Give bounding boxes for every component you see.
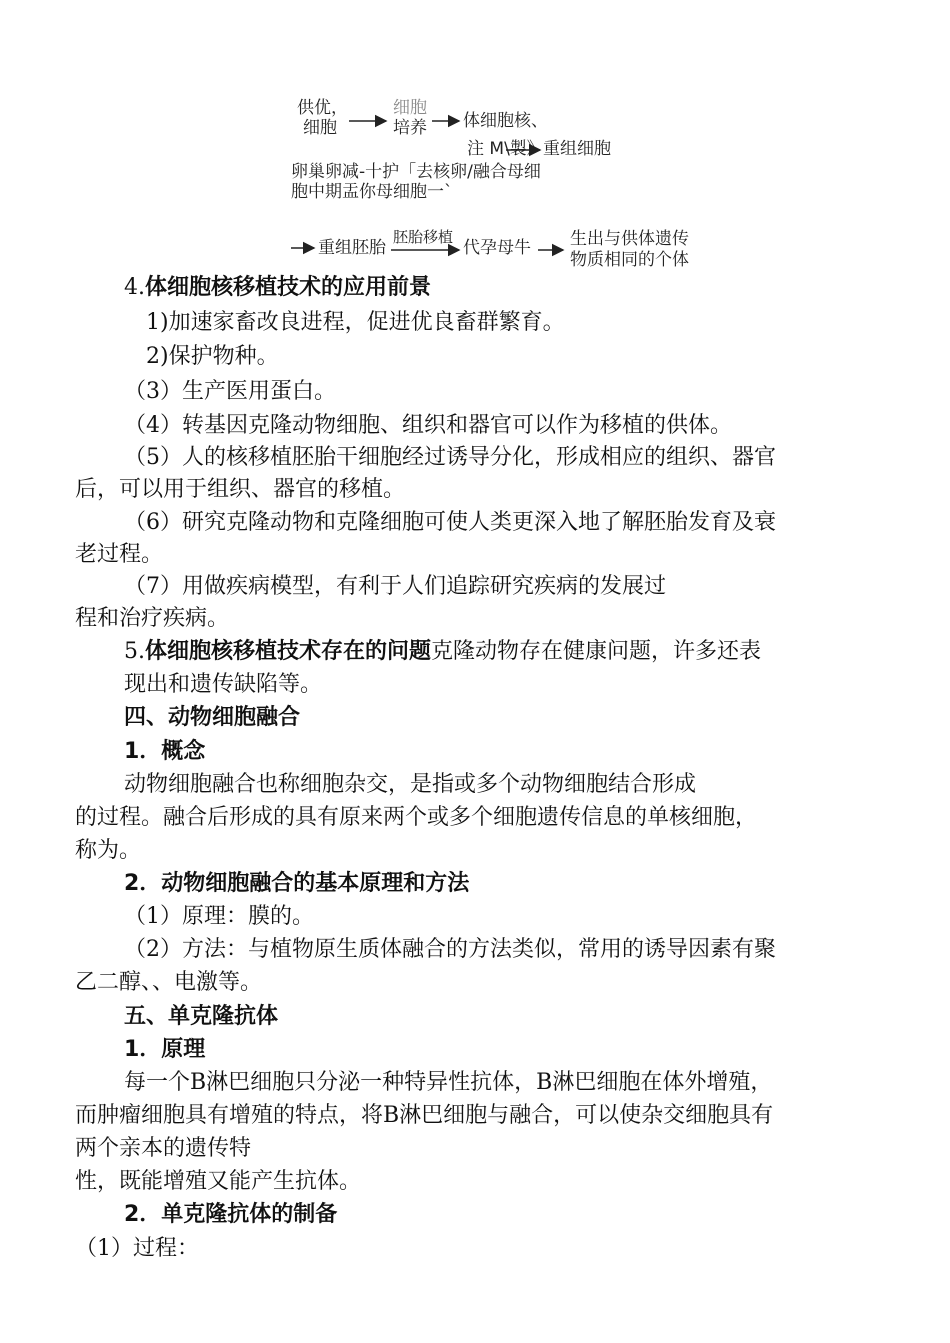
heading-number: 4. [124, 275, 145, 300]
section-heading: 五、单克隆抗体 [124, 1004, 279, 1029]
donor-cells-line2: 细胞 [303, 118, 337, 138]
subheading: 1．原理 [124, 1037, 206, 1062]
offspring-line2: 物质相同的个体 [570, 250, 689, 270]
paragraph-line: 1)加速家畜改良进程，促进优良畜群繁育。 [146, 310, 565, 335]
heading-text: 体细胞核移植技术的应用前景 [145, 275, 432, 300]
paragraph-line: 乙二醇、、电激等。 [75, 970, 263, 995]
subheading: 2．动物细胞融合的基本原理和方法 [124, 871, 470, 896]
paragraph-line: 老过程。 [75, 542, 164, 567]
reconstructed-embryo-label: 重组胚胎 [318, 238, 386, 258]
heading-number: 5. [124, 639, 145, 664]
paragraph-line: 性，既能增殖又能产生抗体。 [75, 1169, 362, 1194]
paragraph-line: 的过程。融合后形成的具有原来两个或多个细胞遗传信息的单核细胞， [75, 805, 758, 830]
culture-line1: 细胞 [393, 98, 427, 118]
paragraph-line: 现出和遗传缺陷等。 [124, 672, 323, 697]
surrogate-label: 代孕母牛 [463, 238, 531, 258]
paragraph-line: （7）用做疾病模型，有利于人们追踪研究疾病的发展过 [124, 574, 666, 599]
paragraph-line: 而肿瘤细胞具有增殖的特点，将B淋巴细胞与融合，可以使杂交细胞具有 [75, 1103, 774, 1128]
paragraph-line: （2）方法：与植物原生质体融合的方法类似，常用的诱导因素有聚 [124, 937, 776, 962]
paragraph-line: 动物细胞融合也称细胞杂交，是指或多个动物细胞结合形成 [124, 772, 697, 797]
paragraph-line: 每一个B淋巴细胞只分泌一种特异性抗体，B淋巴细胞在体外增殖， [124, 1070, 773, 1095]
inject-fuse-label: 注 M\製》 [467, 139, 544, 159]
paragraph-line: （6）研究克隆动物和克隆细胞可使人类更深入地了解胚胎发育及衰 [124, 510, 776, 535]
heading-4-applications [124, 273, 431, 303]
heading-continuation: 克隆动物存在健康问题，许多还表 [431, 639, 762, 664]
donor-cells-line1: 供优， [297, 98, 348, 118]
paragraph-line: 程和治疗疾病。 [75, 606, 230, 631]
paragraph-line: 后，可以用于组织、器官的移植。 [75, 477, 406, 502]
heading-text: 体细胞核移植技术存在的问题 [145, 639, 432, 664]
paragraph-line: （1）过程： [75, 1236, 199, 1261]
heading-5-problems [124, 637, 761, 667]
culture-line2: 培养 [393, 118, 427, 138]
paragraph-line: （4）转基因克隆动物细胞、组织和器官可以作为移植的供体。 [124, 413, 732, 438]
somatic-nucleus-label: 体细胞核、 [463, 111, 548, 131]
subheading: 1．概念 [124, 739, 206, 764]
subheading: 2．单克隆抗体的制备 [124, 1202, 338, 1227]
paragraph-line: 2)保护物种。 [146, 344, 279, 369]
section-heading: 四、动物细胞融合 [124, 705, 301, 730]
paragraph-line: （1）原理：膜的。 [124, 904, 314, 929]
paragraph-line: （3）生产医用蛋白。 [124, 379, 336, 404]
paragraph-line: 两个亲本的遗传特 [75, 1136, 252, 1161]
offspring-line1: 生出与供体遗传 [570, 229, 689, 249]
paragraph-line: 称为。 [75, 838, 142, 863]
embryo-transfer-label: 胚胎移植 [393, 228, 454, 246]
paragraph-line: （5）人的核移植胚胎干细胞经过诱导分化，形成相应的组织、器官 [124, 445, 776, 470]
reconstructed-cell-label: 重组细胞 [543, 139, 611, 159]
oocyte-line1: 卵巢卵减-十护「去核卵/融合母细 [291, 162, 541, 182]
oocyte-line2: 胞中期盂你母细胞一` [291, 182, 453, 202]
